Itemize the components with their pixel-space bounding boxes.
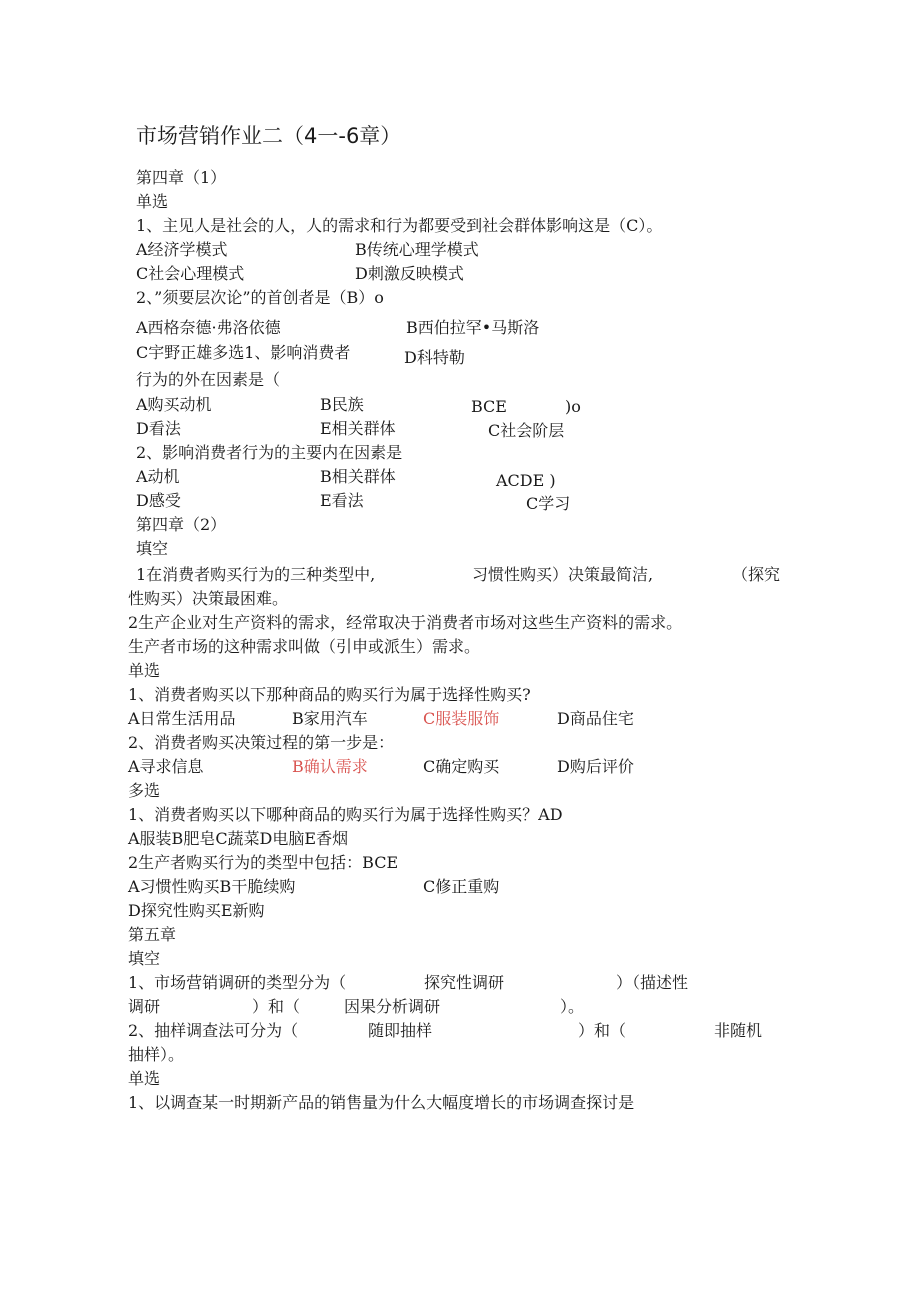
fill-blank-label: 填空: [136, 539, 169, 558]
question-text: 2、消费者购买决策过程的第一步是：: [128, 733, 395, 752]
option-c: C社会阶层: [488, 421, 565, 440]
option-a: A西格奈德·弗洛依德: [136, 318, 281, 337]
chapter-4-1-heading: 第四章（1）: [136, 168, 227, 187]
option-b: B传统心理学模式: [355, 240, 479, 259]
document-title: 市场营销作业二（4一-6章）: [136, 124, 402, 148]
option-c: C宇野正雄多选1、影响消费者: [136, 343, 351, 362]
option-e: E相关群体: [320, 419, 396, 438]
option-c: C确定购买: [423, 757, 500, 776]
single-choice-label: 单选: [128, 1069, 161, 1088]
question-text: 1、消费者购买以下哪种商品的购买行为属于选择性购买？AD: [128, 805, 563, 824]
question-text: 1、主见人是社会的人，人的需求和行为都要受到社会群体影响这是（C）。: [136, 216, 663, 235]
answer-text: 因果分析调研: [344, 997, 441, 1016]
chapter-5-heading: 第五章: [128, 925, 177, 944]
option-d: D科特勒: [404, 348, 465, 367]
answer-text: BCE: [471, 397, 507, 416]
option-e: E看法: [320, 491, 364, 510]
option-b: B家用汽车: [292, 709, 368, 728]
option-a: A购买动机: [136, 395, 212, 414]
option-a: A日常生活用品: [128, 709, 236, 728]
question-text: 调研: [128, 997, 161, 1016]
question-text: 2、影响消费者行为的主要内在因素是: [136, 443, 403, 462]
answer-text: ACDE ): [496, 471, 556, 490]
option-list: A服装B肥皂C蔬菜D电脑E香烟: [128, 829, 349, 848]
answer-text: 非随机: [714, 1021, 763, 1040]
option-c: C社会心理模式: [136, 264, 245, 283]
option-b: B民族: [320, 395, 364, 414]
option-b: B相关群体: [320, 467, 396, 486]
question-text: ）和（: [578, 1021, 627, 1040]
question-text: 1在消费者购买行为的三种类型中,: [136, 565, 376, 584]
option-d: D刺激反映模式: [355, 264, 464, 283]
question-text: 2生产企业对生产资料的需求，经常取决于消费者市场对这些生产资料的需求。: [128, 613, 683, 632]
option-a: A寻求信息: [128, 757, 204, 776]
option-a: A动机: [136, 467, 180, 486]
question-text: 1、以调查某一时期新产品的销售量为什么大幅度增长的市场调查探讨是: [128, 1093, 635, 1112]
single-choice-label: 单选: [128, 661, 161, 680]
question-text: 1、市场营销调研的类型分为（: [128, 973, 347, 992]
question-text: ）（描述性: [616, 973, 689, 992]
option-c: C修正重购: [423, 877, 500, 896]
option-d: D商品住宅: [557, 709, 634, 728]
option-b-highlighted: B确认需求: [292, 757, 368, 776]
single-choice-label: 单选: [136, 192, 169, 211]
option-list: D探究性购买E新购: [128, 901, 265, 920]
question-text: ）。: [560, 997, 585, 1016]
question-text: （探究: [732, 565, 781, 584]
option-a: A经济学模式: [136, 240, 228, 259]
question-text: ）和（: [252, 997, 301, 1016]
option-c: C学习: [526, 494, 571, 513]
option-d: D看法: [136, 419, 181, 438]
option-c-highlighted: C服装服饰: [423, 709, 500, 728]
question-text: 2、抽样调查法可分为（: [128, 1021, 299, 1040]
closing-bracket: )o: [565, 397, 581, 416]
question-text: 性购买）决策最困难。: [128, 589, 289, 608]
multi-choice-label: 多选: [128, 781, 161, 800]
chapter-4-2-heading: 第四章（2）: [136, 515, 227, 534]
option-d: D感受: [136, 491, 181, 510]
question-text: 2、”须要层次论”的首创者是（B）o: [136, 288, 384, 307]
question-text: 行为的外在因素是（: [136, 370, 281, 389]
question-text: 生产者市场的这种需求叫做（引申或派生）需求。: [128, 637, 481, 656]
fill-blank-label: 填空: [128, 949, 161, 968]
option-d: D购后评价: [557, 757, 634, 776]
question-text: 2生产者购买行为的类型中包括：BCE: [128, 853, 399, 872]
answer-text: 习惯性购买）决策最简洁,: [472, 565, 654, 584]
answer-text: 探究性调研: [424, 973, 505, 992]
question-text: 1、消费者购买以下那种商品的购买行为属于选择性购买?: [128, 685, 531, 704]
question-text: 抽样）。: [128, 1045, 185, 1064]
answer-text: 随即抽样: [368, 1021, 433, 1040]
option-b: B西伯拉罕•马斯洛: [406, 318, 540, 337]
option-list: A习惯性购买B干脆续购: [128, 877, 296, 896]
